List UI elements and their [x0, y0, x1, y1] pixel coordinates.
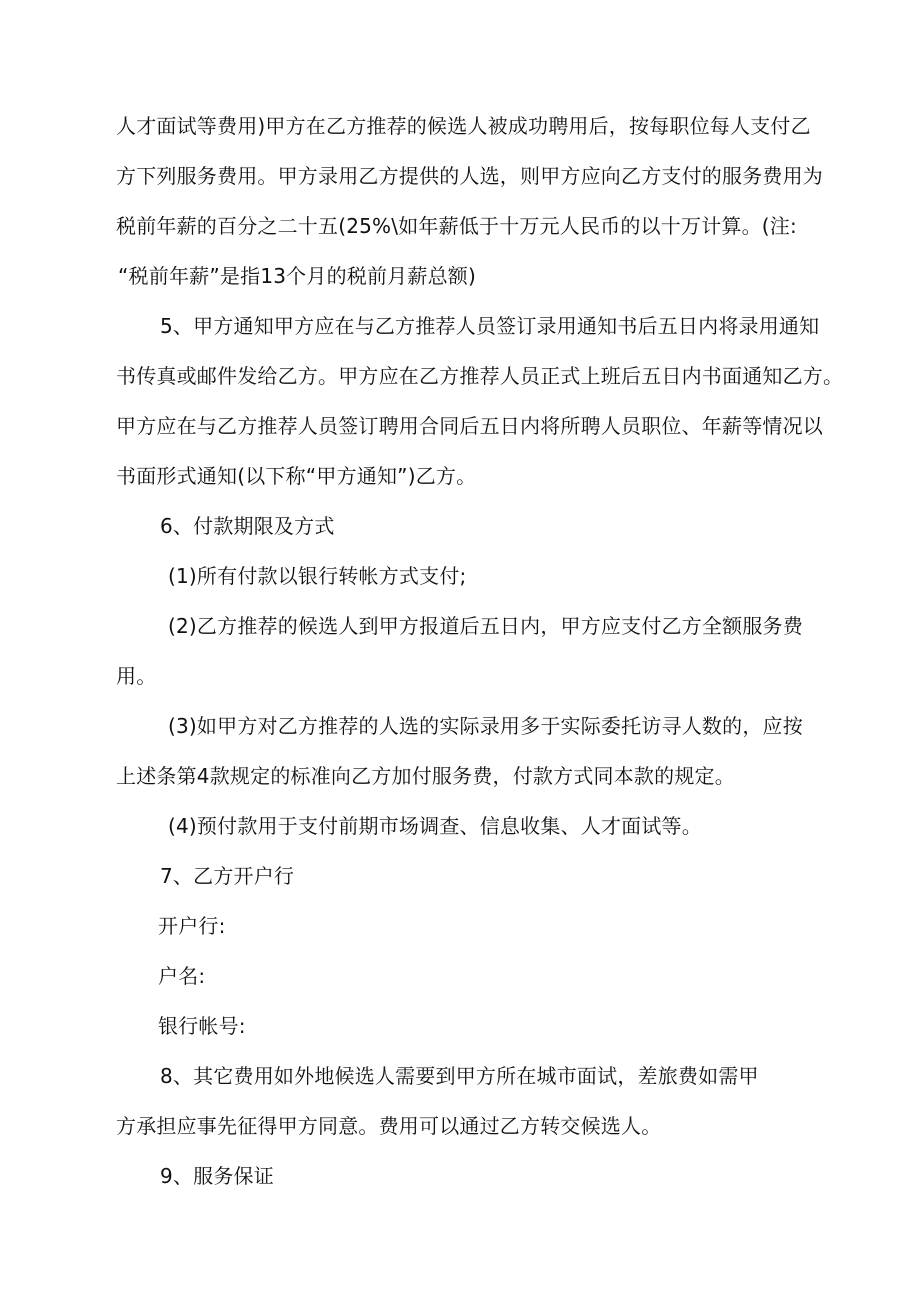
list-item-3: (3)如甲方对乙方推荐的人选的实际录用多于实际委托访寻人数的，应按 — [168, 714, 803, 738]
clause-5-heading-line: 5、甲方通知甲方应在与乙方推荐人员签订录用通知书后五日内将录用通知 — [160, 314, 820, 338]
paragraph-line: 甲方应在与乙方推荐人员签订聘用合同后五日内将所聘人员职位、年薪等情况以 — [116, 414, 823, 438]
paragraph-line: 书面形式通知(以下称“甲方通知”)乙方。 — [116, 464, 477, 488]
paragraph-line: 税前年薪的百分之二十五(25%\如年薪低于十万元人民币的以十万计算。(注: — [116, 214, 797, 238]
list-item-1: (1)所有付款以银行转帐方式支付; — [168, 564, 467, 588]
clause-9-heading: 9、服务保证 — [160, 1164, 274, 1188]
paragraph-line: 书传真或邮件发给乙方。甲方应在乙方推荐人员正式上班后五日内书面通知乙方。 — [116, 364, 844, 388]
account-name-label: 户名: — [158, 964, 206, 988]
paragraph-line: “税前年薪”是指13个月的税前月薪总额) — [118, 264, 476, 288]
clause-8-heading-line: 8、其它费用如外地候选人需要到甲方所在城市面试，差旅费如需甲 — [160, 1064, 759, 1088]
paragraph-line: 人才面试等费用)甲方在乙方推荐的候选人被成功聘用后，按每职位每人支付乙 — [116, 114, 811, 138]
clause-7-heading: 7、乙方开户行 — [160, 864, 295, 888]
paragraph-line: 方下列服务费用。甲方录用乙方提供的人选，则甲方应向乙方支付的服务费用为 — [116, 164, 823, 188]
clause-6-heading: 6、付款期限及方式 — [160, 514, 335, 538]
list-item-2: (2)乙方推荐的候选人到甲方报道后五日内，甲方应支付乙方全额服务费 — [168, 614, 803, 638]
account-number-label: 银行帐号: — [158, 1014, 246, 1038]
list-item-4: (4)预付款用于支付前期市场调查、信息收集、人才面试等。 — [168, 814, 702, 838]
paragraph-line: 上述条第4款规定的标准向乙方加付服务费，付款方式同本款的规定。 — [116, 764, 735, 788]
bank-name-label: 开户行: — [158, 914, 226, 938]
paragraph-line: 方承担应事先征得甲方同意。费用可以通过乙方转交候选人。 — [116, 1114, 662, 1138]
paragraph-line: 用。 — [116, 664, 157, 688]
